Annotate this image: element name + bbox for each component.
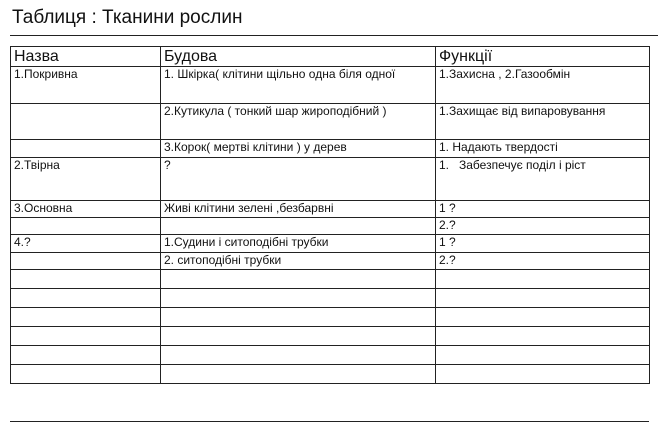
empty-row xyxy=(11,346,650,365)
empty-row xyxy=(11,289,650,308)
table-row xyxy=(11,104,650,140)
cell-name: 1.Покривна xyxy=(11,67,161,104)
list-text: Забезпечує поділ і ріст xyxy=(459,158,586,172)
cell-function: 2.? xyxy=(436,253,650,270)
cell-structure: 2.Кутикула ( тонкий шар жироподібний ) xyxy=(161,104,436,140)
cell-structure xyxy=(161,218,436,235)
table-row xyxy=(11,67,650,104)
header-functions: Функції xyxy=(436,47,650,67)
plant-tissues-table xyxy=(10,46,650,384)
cell-name xyxy=(11,253,161,270)
table-row xyxy=(11,235,650,253)
empty-row xyxy=(11,327,650,346)
list-number: 1. xyxy=(439,158,450,172)
cell-name xyxy=(11,218,161,235)
page-title: Таблиця : Тканини рослин xyxy=(12,7,243,28)
header-row xyxy=(11,47,650,67)
cell-function xyxy=(436,158,650,201)
cell-structure: 3.Корок( мертві клітини ) у дерев xyxy=(161,140,436,158)
cell-function: 1.Захисна , 2.Газообмін xyxy=(436,67,650,104)
cell-structure: ? xyxy=(161,158,436,201)
bottom-rule xyxy=(10,421,649,422)
cell-function: 1 ? xyxy=(436,235,650,253)
header-structure: Будова xyxy=(161,47,436,67)
empty-row xyxy=(11,308,650,327)
cell-structure: 1.Судини і ситоподібні трубки xyxy=(161,235,436,253)
cell-name: 4.? xyxy=(11,235,161,253)
cell-structure: Живі клітини зелені ,безбарвні xyxy=(161,201,436,218)
empty-row xyxy=(11,270,650,289)
cell-function: 2.? xyxy=(436,218,650,235)
cell-name: 3.Основна xyxy=(11,201,161,218)
table-row xyxy=(11,158,650,201)
empty-row xyxy=(11,365,650,384)
table-row xyxy=(11,253,650,270)
title-underline xyxy=(10,35,658,36)
cell-structure: 2. ситоподібні трубки xyxy=(161,253,436,270)
cell-function: 1.Захищає від випаровування xyxy=(436,104,650,140)
cell-function: 1. Надають твердості xyxy=(436,140,650,158)
cell-structure: 1. Шкірка( клітини щільно одна біля одної xyxy=(161,67,436,104)
cell-name xyxy=(11,104,161,140)
cell-name: 2.Твірна xyxy=(11,158,161,201)
table-row xyxy=(11,218,650,235)
header-name: Назва xyxy=(11,47,161,67)
cell-function: 1 ? xyxy=(436,201,650,218)
table-row xyxy=(11,201,650,218)
cell-name xyxy=(11,140,161,158)
table-row xyxy=(11,140,650,158)
